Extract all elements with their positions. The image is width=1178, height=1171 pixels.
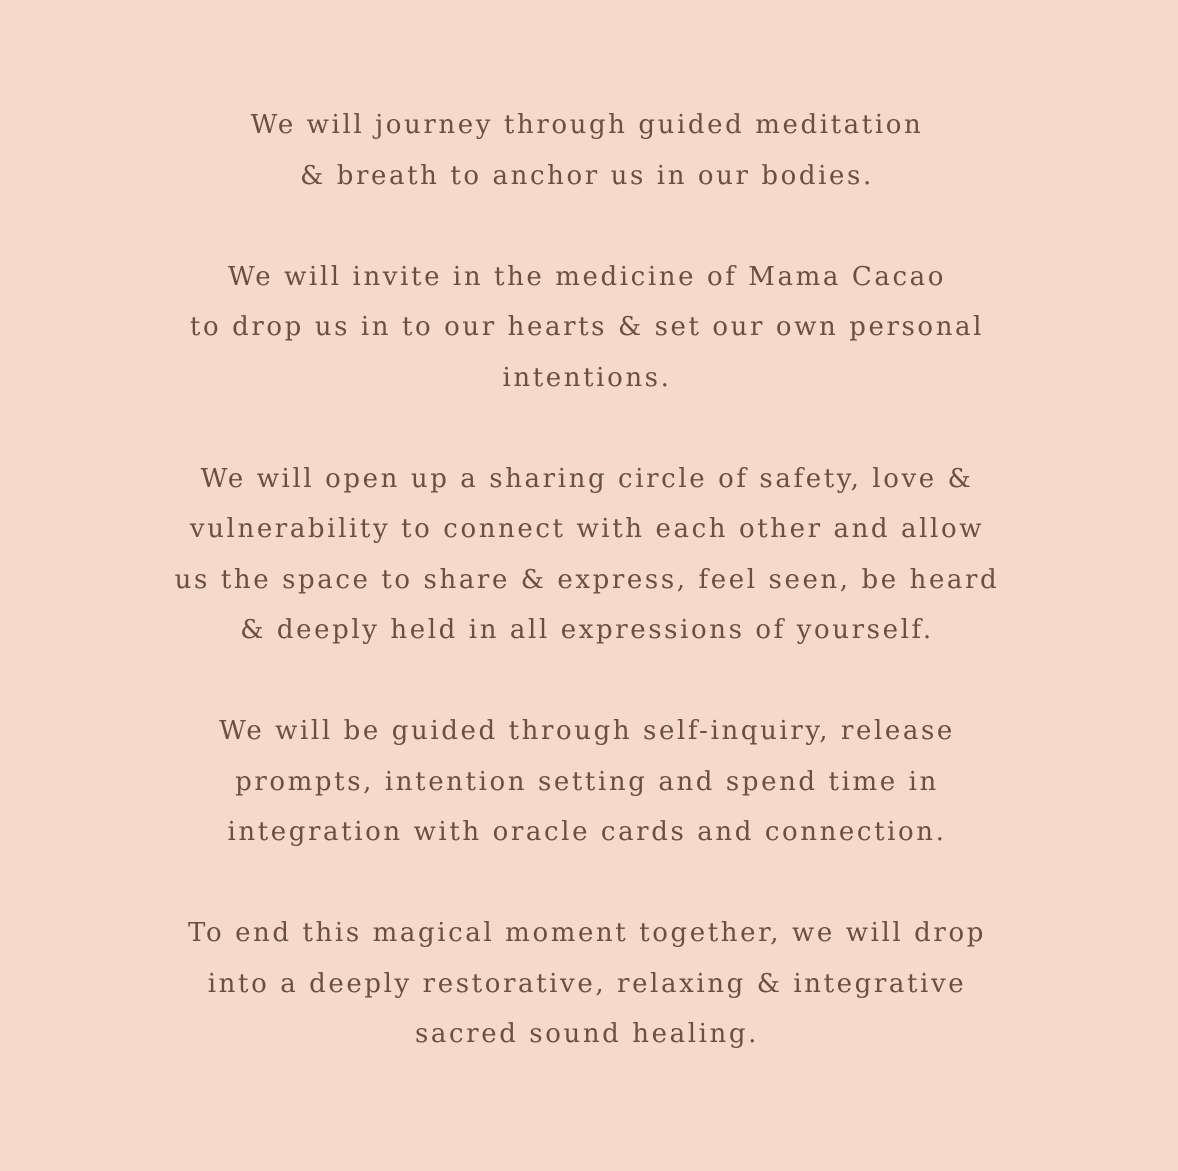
text-line: vulnerability to connect with each other and allow: [189, 514, 985, 544]
paragraph-sound-healing: [0, 908, 1178, 1060]
text-line: We will invite in the medicine of Mama Cacao: [228, 261, 946, 292]
text-line: intentions.: [502, 362, 672, 393]
text-line: We will be guided through self-inquiry, release: [219, 716, 955, 746]
text-line: We will open up a sharing circle of safety, love &: [200, 463, 974, 494]
paragraph-sharing-circle: [0, 454, 1178, 656]
text-line: We will journey through guided meditation: [250, 110, 924, 140]
text-line: into a deeply restorative, relaxing & integrative: [207, 968, 967, 999]
paragraph-cacao: [0, 252, 1178, 404]
text-line: To end this magical moment together, we will drop: [188, 918, 986, 948]
text-block: [0, 100, 1178, 1110]
text-line: us the space to share & express, feel seen, be heard: [174, 564, 1000, 595]
paragraph-meditation: [0, 100, 1178, 201]
paragraph-self-inquiry: [0, 706, 1178, 858]
text-line: & breath to anchor us in our bodies.: [300, 160, 874, 191]
text-line: prompts, intention setting and spend time in: [235, 766, 939, 797]
text-line: sacred sound healing.: [414, 1019, 760, 1049]
text-line: & deeply held in all expressions of yourself.: [240, 615, 934, 645]
text-line: integration with oracle cards and connection.: [227, 817, 947, 847]
text-line: to drop us in to our hearts & set our own personal: [189, 312, 985, 342]
